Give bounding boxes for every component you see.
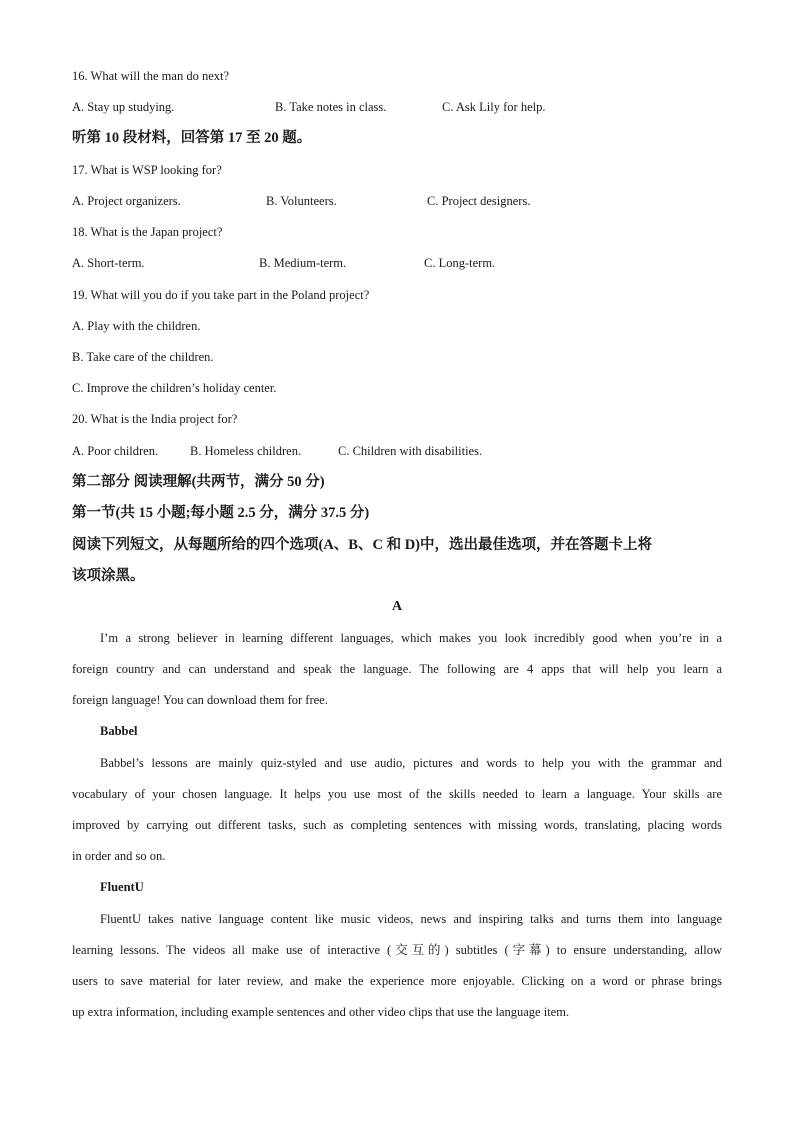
q18-option-a: A. Short-term. [72, 256, 145, 270]
q17-option-b: B. Volunteers. [266, 194, 337, 208]
babbel-line-1: Babbel’s lessons are mainly quiz-styled and use audio, pictures and words to help you with the grammar and [100, 756, 722, 770]
q18-option-b: B. Medium-term. [259, 256, 347, 270]
reading-instruction-line-1: 阅读下列短文，从每题所给的四个选项(A、B、C 和 D)中，选出最佳选项，并在答题卡上将 [72, 537, 652, 553]
q20-option-a: A. Poor children. [72, 444, 159, 458]
part-two-heading: 第二部分 阅读理解(共两节，满分 50 分) [72, 474, 325, 490]
q20-option-c: C. Children with disabilities. [338, 444, 483, 458]
question-18: 18. What is the Japan project? [72, 225, 223, 239]
question-19: 19. What will you do if you take part in the Poland project? [72, 288, 370, 302]
q17-option-c: C. Project designers. [427, 194, 531, 208]
fluentu-line-1: FluentU takes native language content like music videos, news and inspiring talks and turns them into language [100, 912, 722, 926]
q19-option-a: A. Play with the children. [72, 319, 201, 333]
q16-option-b: B. Take notes in class. [275, 100, 387, 114]
q17-option-a: A. Project organizers. [72, 194, 181, 208]
q16-option-a: A. Stay up studying. [72, 100, 175, 114]
section-one-heading: 第一节(共 15 小题;每小题 2.5 分，满分 37.5 分) [72, 505, 370, 521]
question-17: 17. What is WSP looking for? [72, 163, 222, 177]
question-16: 16. What will the man do next? [72, 69, 230, 83]
section-instruction-17-20: 听第 10 段材料，回答第 17 至 20 题。 [72, 130, 312, 146]
app-heading-fluentu: FluentU [100, 880, 144, 894]
passage-label: A [391, 599, 403, 614]
intro-line-2: foreign country and can understand and speak the language. The following are 4 apps that will help you learn a [72, 662, 722, 676]
q19-option-c: C. Improve the children’s holiday center. [72, 381, 277, 395]
q16-option-c: C. Ask Lily for help. [442, 100, 546, 114]
intro-line-3: foreign language! You can download them for free. [72, 693, 328, 707]
fluentu-line-2: learning lessons. The videos all make use of interactive (交互的) subtitles (字幕) to ensure understanding, allow [72, 943, 722, 957]
babbel-line-2: vocabulary of your chosen language. It helps you use most of the skills needed to learn a language. Your skills are [72, 787, 722, 801]
babbel-line-4: in order and so on. [72, 849, 166, 863]
app-heading-babbel: Babbel [100, 724, 138, 738]
q20-option-b: B. Homeless children. [190, 444, 302, 458]
q19-option-b: B. Take care of the children. [72, 350, 214, 364]
question-20: 20. What is the India project for? [72, 412, 238, 426]
reading-instruction-line-2: 该项涂黑。 [72, 568, 145, 584]
intro-line-1: I’m a strong believer in learning different languages, which makes you look incredibly good when you’re in a [100, 631, 722, 645]
fluentu-line-3: users to save material for later review, and make the experience more enjoyable. Clicking on a word or phrase brings [72, 974, 722, 988]
babbel-line-3: improved by carrying out different tasks, such as completing sentences with missing words, translating, placing words [72, 818, 722, 832]
fluentu-line-4: up extra information, including example sentences and other video clips that use the language item. [72, 1005, 570, 1019]
q18-option-c: C. Long-term. [424, 256, 496, 270]
